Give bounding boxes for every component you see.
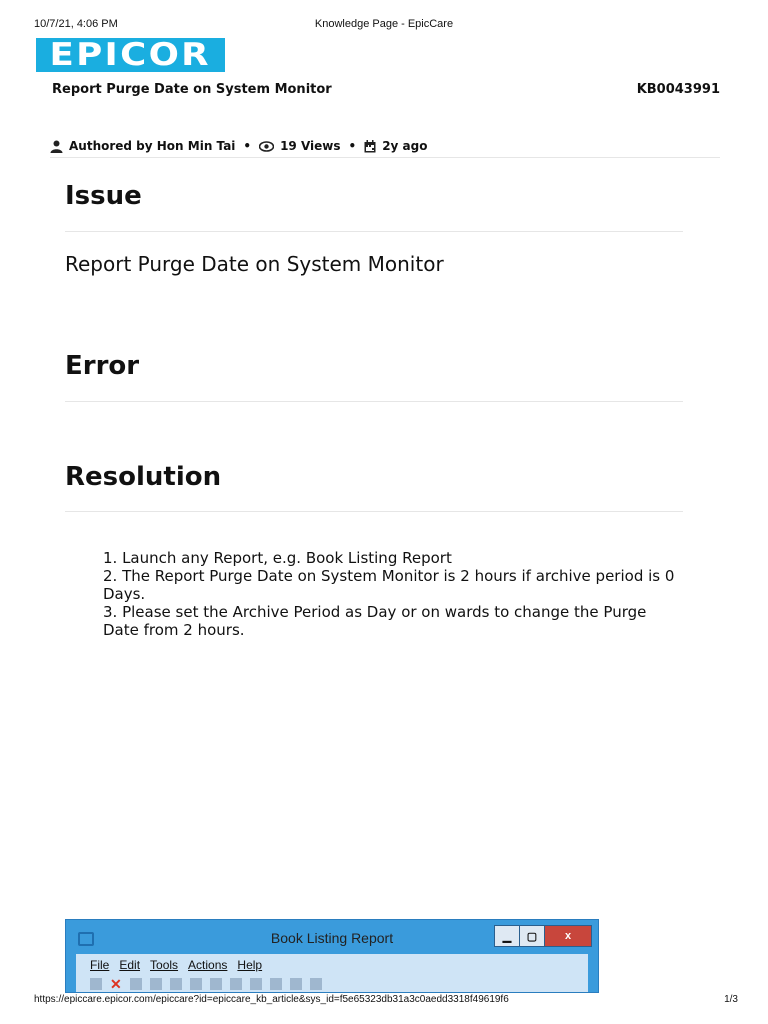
report-icon[interactable] bbox=[250, 978, 262, 990]
window-title: Book Listing Report bbox=[270, 930, 394, 946]
separator-dot: • bbox=[243, 139, 252, 153]
separator-dot: • bbox=[348, 139, 357, 153]
new-icon[interactable] bbox=[90, 978, 102, 990]
preview-icon[interactable] bbox=[170, 978, 182, 990]
book-listing-report-window bbox=[65, 919, 599, 993]
kb-number: KB0043991 bbox=[636, 82, 720, 97]
search-icon[interactable] bbox=[190, 978, 202, 990]
print-page-title: Knowledge Page - EpicCare bbox=[314, 18, 454, 30]
attach-icon[interactable] bbox=[210, 978, 222, 990]
menu-actions[interactable]: Actions bbox=[188, 958, 228, 972]
eye-icon bbox=[259, 141, 274, 152]
error-heading: Error bbox=[65, 351, 140, 381]
epicor-logo[interactable] bbox=[36, 38, 225, 72]
edit-icon[interactable] bbox=[130, 978, 142, 990]
menu-file[interactable]: File bbox=[90, 958, 110, 972]
cut-icon[interactable] bbox=[270, 978, 282, 990]
menu-bar bbox=[76, 954, 588, 992]
article-title: Report Purge Date on System Monitor bbox=[52, 82, 332, 97]
print-datetime: 10/7/21, 4:06 PM bbox=[34, 18, 118, 30]
paste-icon[interactable] bbox=[310, 978, 322, 990]
menu-tools[interactable]: Tools bbox=[150, 958, 179, 972]
resolution-step: 1. Launch any Report, e.g. Book Listing Report bbox=[103, 549, 452, 567]
article-age: 2y ago bbox=[382, 139, 428, 153]
maximize-button[interactable]: ▢ bbox=[519, 925, 545, 947]
print-icon[interactable] bbox=[150, 978, 162, 990]
toolbar bbox=[90, 978, 322, 990]
print-page-number: 1/3 bbox=[724, 994, 738, 1005]
article-header bbox=[52, 82, 720, 97]
article-meta bbox=[50, 139, 427, 153]
logo-text: EPICOR bbox=[49, 37, 212, 73]
issue-heading: Issue bbox=[65, 181, 142, 211]
meta-divider bbox=[50, 157, 720, 158]
close-button[interactable]: x bbox=[544, 925, 592, 947]
issue-divider bbox=[65, 231, 683, 232]
user-icon bbox=[50, 140, 63, 153]
menu-edit[interactable]: Edit bbox=[119, 958, 141, 972]
issue-body: Report Purge Date on System Monitor bbox=[65, 252, 444, 276]
resolution-divider bbox=[65, 511, 683, 512]
menu-help[interactable]: Help bbox=[237, 958, 263, 972]
minimize-button[interactable]: ▁ bbox=[494, 925, 520, 947]
resolution-step: 3. Please set the Archive Period as Day or on wards to change the Purge Date from 2 hours. bbox=[103, 603, 647, 639]
copy-icon[interactable] bbox=[290, 978, 302, 990]
calendar-icon bbox=[364, 140, 376, 153]
print-url: https://epiccare.epicor.com/epiccare?id=epiccare_kb_article&sys_id=f5e65323db31a3c0aedd3318f49619f6 bbox=[34, 994, 509, 1005]
blank-icon[interactable] bbox=[230, 978, 242, 990]
author-text[interactable]: Authored by Hon Min Tai bbox=[69, 139, 236, 153]
views-count: 19 Views bbox=[280, 139, 341, 153]
error-divider bbox=[65, 401, 683, 402]
resolution-step: 2. The Report Purge Date on System Monitor is 2 hours if archive period is 0 Days. bbox=[103, 567, 675, 603]
resolution-steps bbox=[103, 549, 683, 639]
delete-icon[interactable]: ✕ bbox=[110, 976, 122, 992]
resolution-heading: Resolution bbox=[65, 462, 222, 492]
